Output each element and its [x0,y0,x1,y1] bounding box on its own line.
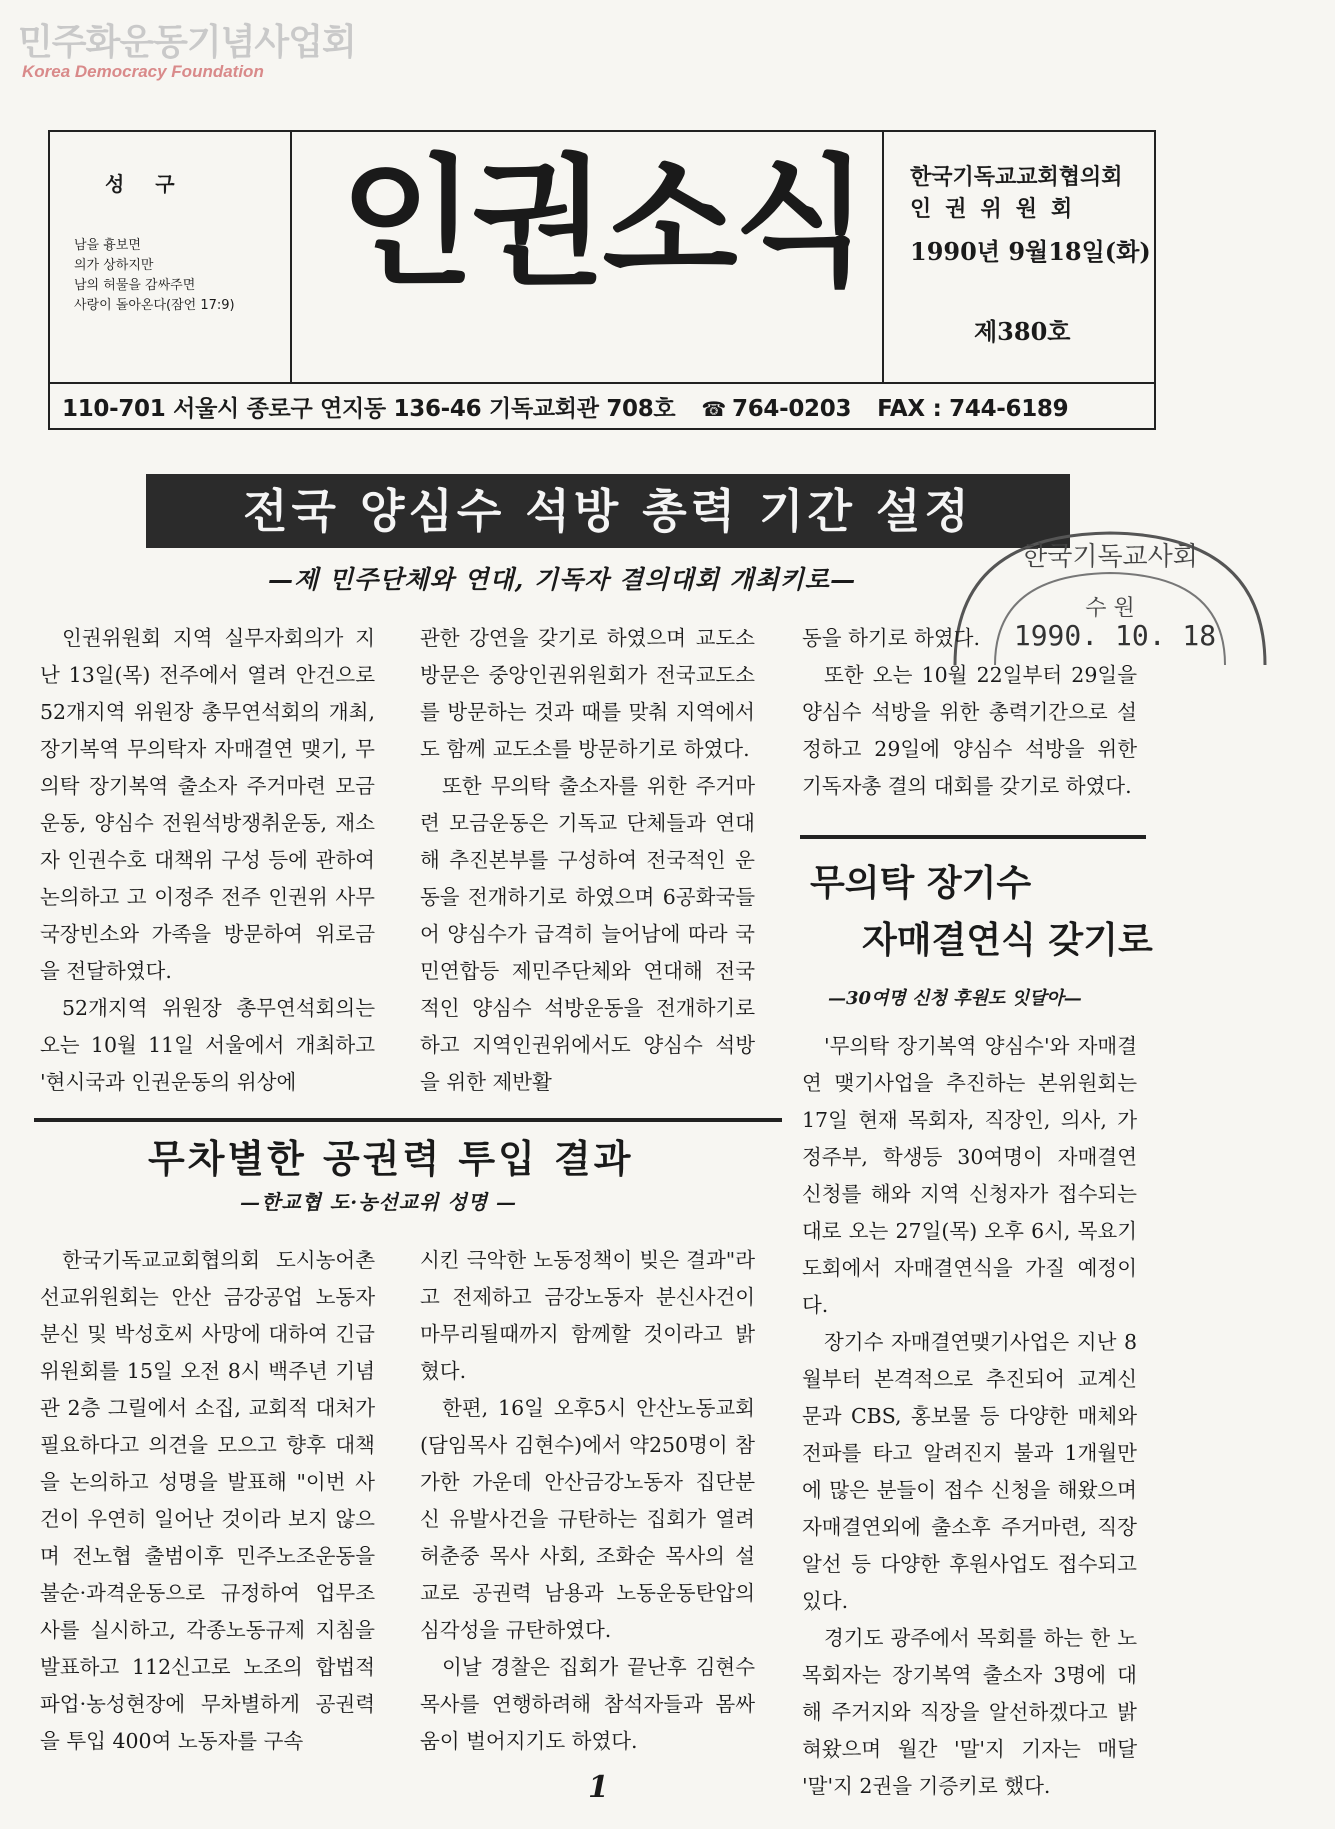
watermark-korean: 민주화운동기념사업회 [18,22,356,63]
committee-name: 인권위원회 [910,196,1087,222]
paragraph: 또한 오는 10월 22일부터 29일을 양심수 석방을 위한 총력기간으로 설정하고 29일에 양심수 석방을 위한 기독자총 결의 대회를 갖기로 하였다. [802,663,1137,798]
address-line [62,390,1068,423]
article2-col2 [420,1242,755,1760]
article2-headline: 무차별한 공권력 투입 결과 [148,1137,634,1181]
article1-col3 [802,620,1137,805]
newsletter-title: 인권소식 [340,142,865,305]
address-bar [50,382,1154,428]
scripture-box [50,132,292,382]
watermark-english: Korea Democracy Foundation [22,62,264,81]
article3-headline-line1: 무의탁 장기수 [810,863,1032,904]
headline: 전국 양심수 석방 총력 기간 설정 [243,484,973,538]
article1-col2 [420,620,755,1101]
paragraph: 한편, 16일 오후5시 안산노동교회(담임목사 김현수)에서 약250명이 참가한 가운데 안산금강노동자 집단분신 유발사건을 규탄하는 집회가 열려 허춘중 목사 사회, 조화순 목사의 설교로 공권력 남용과 노동운동탄압의 심각성을 규탄하였다. [420,1396,755,1642]
scripture-title: 성 구 [105,172,187,196]
paragraph: '무의탁 장기복역 양심수'와 자매결연 맺기사업을 추진하는 본위원회는 17일 현재 목회자, 직장인, 의사, 가정주부, 학생등 30여명이 자매결연 신청를 해와 지역 신청자가 접수되는 대로 오는 27일(목) 오후 6시, 목요기도회에서 자매결연식을 가질 예정이다. [802,1034,1137,1317]
paragraph: 52개지역 위원장 총무연석회의는 오는 10월 11일 서울에서 개최하고 '현시국과 인권운동의 위상에 [40,996,375,1094]
scripture-verse [74,236,235,316]
paragraph: 한국기독교교회협의회 도시농어촌선교위원회는 안산 금강공업 노동자 분신 및 박성호씨 사망에 대하여 긴급위원회를 15일 오전 8시 백주년 기념관 2층 그릴에서 소집, 교회적 대처가 필요하다고 의견을 모으고 향후 대책을 논의하고 성명을 발표해 "이번 사건이 우연히 일어난 것이라 보지 않으며 전노협 출범이후 민주노조운동을 불순·과격운동으로 규정하여 업무조사를 실시하고, 각종노동규제 지침을 발표하고 112신고로 노조의 합법적 파업·농성현장에 무차별하게 공권력을 투입 400여 노동자를 구속 [40,1248,375,1753]
phone: 764-0203 [731,396,852,422]
headline-banner [146,474,1070,548]
article3-subhead: —30여명 신청 후원도 잇달아— [828,988,1082,1009]
fax: FAX : 744-6189 [877,396,1069,422]
org-name: 한국기독교교회협의회 [910,164,1123,190]
paragraph: 인권위원회 지역 실무자회의가 지난 13일(목) 전주에서 열려 안건으로 52개지역 위원장 총무연석회의 개최, 장기복역 무의탁자 자매결연 맺기, 무의탁 장기복역 출소자 주거마련 모금운동, 양심수 전원석방쟁취운동, 재소자 인권수호 대책위 구성 등에 관하여 논의하고 고 이정주 전주 인권위 사무국장빈소와 가족을 방문하여 위로금을 전달하였다. [40,626,375,983]
verse-line: 의가 상하지만 [74,258,154,273]
verse-line: 남의 허물을 감싸주면 [74,278,196,293]
paragraph: 장기수 자매결연맺기사업은 지난 8월부터 본격적으로 추진되어 교계신문과 CBS, 홍보물 등 다양한 매체와 전파를 타고 알려진지 불과 1개월만에 많은 분들이 접수 신청을 해왔으며 자매결연외에 출소후 주거마련, 직장알선 등 다양한 후원사업도 접수되고 있다. [802,1330,1137,1613]
section-divider [800,835,1146,839]
stamp-sub: 수 원 [1085,596,1135,621]
issue-number: 제380호 [974,317,1071,346]
address: 110-701 서울시 종로구 연지동 136-46 기독교회관 708호 [62,396,676,422]
paragraph: 또한 무의탁 출소자를 위한 주거마련 모금운동은 기독교 단체들과 연대해 추진본부를 구성하여 전국적인 운동을 전개하기로 하였으며 6공화국들어 양심수가 급격히 늘어남에 따라 국민연합등 제민주단체와 연대해 전국적인 양심수 석방운동을 전개하기로 하고 지역인권위에서도 양심수 석방을 위한 제반활 [420,774,755,1094]
subheadline: —제 민주단체와 연대, 기독자 결의대회 개최키로— [268,565,857,594]
masthead [48,130,1156,430]
paragraph: 관한 강연을 갖기로 하였으며 교도소방문은 중앙인권위원회가 전국교도소를 방문하는 것과 때를 맞춰 지역에서도 함께 교도소를 방문하기로 하였다. [420,626,755,761]
article2-subhead: —한교협 도·농선교위 성명 — [240,1190,518,1214]
issue-date: 1990년 9월18일(화) [910,237,1151,266]
paragraph: 시킨 극악한 노동정책이 빚은 결과"라고 전제하고 금강노동자 분신사건이 마무리될때까지 함께할 것이라고 밝혔다. [420,1248,755,1383]
stamp-text: 한국기독교사회 [1022,542,1198,572]
verse-line: 사랑이 돌아온다(잠언 17:9) [74,298,235,313]
article3-body [802,1028,1137,1805]
section-divider [34,1118,782,1122]
stamp-date: 1990. 10. 18 [1013,619,1217,652]
paragraph: 경기도 광주에서 목회를 하는 한 노목회자는 장기복역 출소자 3명에 대해 주거지와 직장을 알선하겠다고 밝혀왔으며 월간 '말'지 기자는 매달 '말'지 2권을 기증키로 했다. [802,1626,1137,1798]
telephone-icon: ☎ [701,397,726,421]
paragraph: 이날 경찰은 집회가 끝난후 김현수 목사를 연행하려해 참석자들과 몸싸움이 벌어지기도 하였다. [420,1655,755,1753]
publisher-box [882,132,1154,382]
article1-col1 [40,620,375,1101]
paragraph: 동을 하기로 하였다. [802,626,980,650]
verse-line: 남을 흉보면 [74,238,141,253]
page-number: 1 [588,1770,609,1805]
article3-headline-line2: 자매결연식 갖기로 [862,920,1153,961]
article2-col1 [40,1242,375,1760]
